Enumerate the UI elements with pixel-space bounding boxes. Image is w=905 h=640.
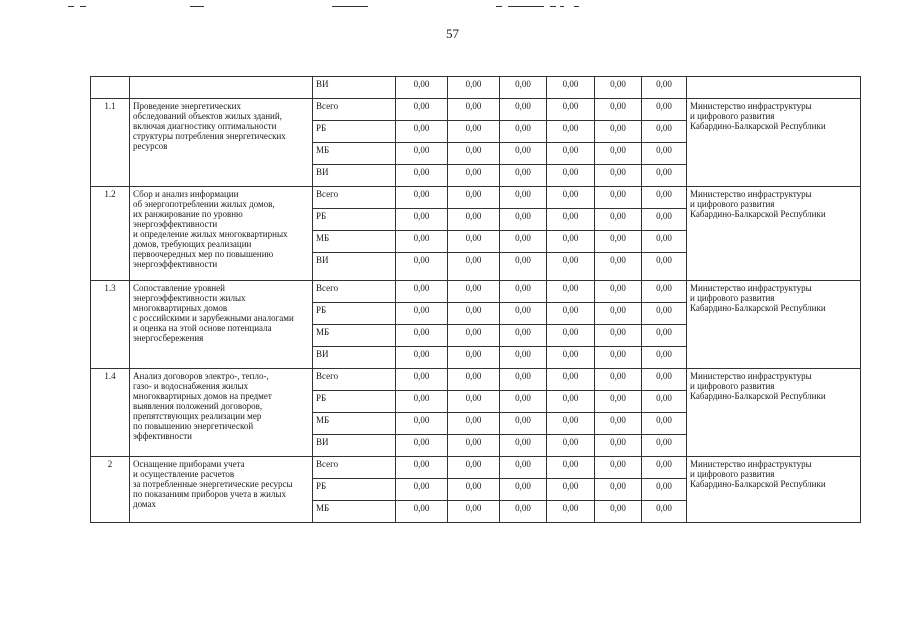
- measure-name: Сопоставление уровней энергоэффективности жилых многоквартирных домов с российскими и зарубежными аналогами и оценка на этой основе потенциала энергосбережения: [130, 281, 313, 369]
- amount-cell: 0,00: [642, 231, 687, 253]
- amount-cell: 0,00: [595, 369, 642, 391]
- amount-cell: 0,00: [396, 457, 448, 479]
- page-number: 57: [446, 26, 459, 41]
- amount-cell: 0,00: [595, 209, 642, 231]
- funding-source: Всего: [313, 457, 396, 479]
- amount-cell: 0,00: [595, 77, 642, 99]
- amount-cell: 0,00: [642, 209, 687, 231]
- amount-cell: 0,00: [500, 187, 547, 209]
- amount-cell: 0,00: [500, 413, 547, 435]
- amount-cell: 0,00: [595, 143, 642, 165]
- amount-cell: 0,00: [448, 77, 500, 99]
- amount-cell: 0,00: [500, 457, 547, 479]
- table-row: [91, 99, 861, 121]
- funding-source: МБ: [313, 501, 396, 523]
- table-row: [91, 369, 861, 391]
- table-row: [91, 77, 861, 99]
- amount-cell: 0,00: [500, 143, 547, 165]
- measure-name: [130, 77, 313, 99]
- amount-cell: 0,00: [448, 143, 500, 165]
- amount-cell: 0,00: [642, 187, 687, 209]
- amount-cell: 0,00: [448, 347, 500, 369]
- amount-cell: 0,00: [595, 253, 642, 281]
- amount-cell: 0,00: [595, 187, 642, 209]
- amount-cell: 0,00: [547, 281, 595, 303]
- amount-cell: 0,00: [547, 165, 595, 187]
- funding-source: РБ: [313, 479, 396, 501]
- amount-cell: 0,00: [448, 325, 500, 347]
- amount-cell: 0,00: [595, 501, 642, 523]
- amount-cell: 0,00: [595, 435, 642, 457]
- amount-cell: 0,00: [547, 253, 595, 281]
- scan-artifacts: [0, 0, 905, 12]
- amount-cell: 0,00: [500, 281, 547, 303]
- amount-cell: 0,00: [396, 325, 448, 347]
- item-number: [91, 77, 130, 99]
- amount-cell: 0,00: [500, 253, 547, 281]
- amount-cell: 0,00: [595, 303, 642, 325]
- responsible-executor: Министерство инфраструктуры и цифрового развития Кабардино-Балкарской Республики: [687, 457, 861, 523]
- amount-cell: 0,00: [642, 281, 687, 303]
- amount-cell: 0,00: [547, 457, 595, 479]
- amount-cell: 0,00: [396, 281, 448, 303]
- amount-cell: 0,00: [642, 413, 687, 435]
- amount-cell: 0,00: [547, 303, 595, 325]
- amount-cell: 0,00: [396, 77, 448, 99]
- amount-cell: 0,00: [396, 209, 448, 231]
- amount-cell: 0,00: [396, 143, 448, 165]
- amount-cell: 0,00: [448, 501, 500, 523]
- amount-cell: 0,00: [547, 369, 595, 391]
- amount-cell: 0,00: [642, 369, 687, 391]
- amount-cell: 0,00: [396, 435, 448, 457]
- amount-cell: 0,00: [642, 303, 687, 325]
- amount-cell: 0,00: [595, 391, 642, 413]
- amount-cell: 0,00: [396, 501, 448, 523]
- amount-cell: 0,00: [500, 347, 547, 369]
- amount-cell: 0,00: [547, 479, 595, 501]
- amount-cell: 0,00: [547, 209, 595, 231]
- funding-source: МБ: [313, 413, 396, 435]
- amount-cell: 0,00: [595, 231, 642, 253]
- amount-cell: 0,00: [448, 369, 500, 391]
- amount-cell: 0,00: [500, 77, 547, 99]
- amount-cell: 0,00: [642, 143, 687, 165]
- amount-cell: 0,00: [500, 391, 547, 413]
- amount-cell: 0,00: [448, 457, 500, 479]
- amount-cell: 0,00: [500, 325, 547, 347]
- funding-source: Всего: [313, 99, 396, 121]
- item-number: 1.3: [91, 281, 130, 369]
- amount-cell: 0,00: [547, 347, 595, 369]
- amount-cell: 0,00: [642, 457, 687, 479]
- amount-cell: 0,00: [448, 435, 500, 457]
- funding-source: ВИ: [313, 347, 396, 369]
- amount-cell: 0,00: [448, 187, 500, 209]
- responsible-executor: Министерство инфраструктуры и цифрового развития Кабардино-Балкарской Республики: [687, 369, 861, 457]
- amount-cell: 0,00: [595, 99, 642, 121]
- amount-cell: 0,00: [595, 457, 642, 479]
- amount-cell: 0,00: [547, 143, 595, 165]
- amount-cell: 0,00: [448, 413, 500, 435]
- table-row: [91, 187, 861, 209]
- measure-name: Оснащение приборами учета и осуществление расчетов за потребленные энергетические ресурсы по показаниям приборов учета в жилых домах: [130, 457, 313, 523]
- amount-cell: 0,00: [500, 479, 547, 501]
- amount-cell: 0,00: [396, 165, 448, 187]
- amount-cell: 0,00: [448, 303, 500, 325]
- amount-cell: 0,00: [642, 479, 687, 501]
- amount-cell: 0,00: [448, 479, 500, 501]
- funding-source: РБ: [313, 209, 396, 231]
- amount-cell: 0,00: [642, 165, 687, 187]
- amount-cell: 0,00: [547, 99, 595, 121]
- table-row: [91, 457, 861, 479]
- amount-cell: 0,00: [500, 303, 547, 325]
- funding-source: Всего: [313, 281, 396, 303]
- funding-table: [90, 76, 861, 523]
- funding-source: ВИ: [313, 77, 396, 99]
- amount-cell: 0,00: [396, 303, 448, 325]
- item-number: 1.2: [91, 187, 130, 281]
- amount-cell: 0,00: [547, 413, 595, 435]
- responsible-executor: Министерство инфраструктуры и цифрового развития Кабардино-Балкарской Республики: [687, 187, 861, 281]
- amount-cell: 0,00: [500, 369, 547, 391]
- amount-cell: 0,00: [547, 231, 595, 253]
- amount-cell: 0,00: [448, 281, 500, 303]
- funding-source: РБ: [313, 121, 396, 143]
- table-row: [91, 281, 861, 303]
- amount-cell: 0,00: [547, 325, 595, 347]
- funding-source: ВИ: [313, 435, 396, 457]
- amount-cell: 0,00: [448, 231, 500, 253]
- amount-cell: 0,00: [547, 391, 595, 413]
- amount-cell: 0,00: [595, 121, 642, 143]
- funding-source: РБ: [313, 391, 396, 413]
- amount-cell: 0,00: [396, 347, 448, 369]
- amount-cell: 0,00: [500, 231, 547, 253]
- measure-name: Анализ договоров электро-, тепло-, газо- и водоснабжения жилых многоквартирных домов на предмет выявления положений договоров, препятствующих реализации мер по повышению энергетической эффективности: [130, 369, 313, 457]
- amount-cell: 0,00: [595, 165, 642, 187]
- funding-source: МБ: [313, 143, 396, 165]
- amount-cell: 0,00: [547, 501, 595, 523]
- amount-cell: 0,00: [642, 253, 687, 281]
- amount-cell: 0,00: [500, 435, 547, 457]
- amount-cell: 0,00: [547, 77, 595, 99]
- amount-cell: 0,00: [642, 99, 687, 121]
- amount-cell: 0,00: [595, 347, 642, 369]
- funding-source: Всего: [313, 187, 396, 209]
- amount-cell: 0,00: [396, 479, 448, 501]
- amount-cell: 0,00: [396, 99, 448, 121]
- amount-cell: 0,00: [500, 99, 547, 121]
- amount-cell: 0,00: [642, 347, 687, 369]
- amount-cell: 0,00: [448, 209, 500, 231]
- amount-cell: 0,00: [448, 99, 500, 121]
- amount-cell: 0,00: [547, 435, 595, 457]
- funding-source: Всего: [313, 369, 396, 391]
- amount-cell: 0,00: [500, 121, 547, 143]
- amount-cell: 0,00: [595, 479, 642, 501]
- funding-source: МБ: [313, 231, 396, 253]
- amount-cell: 0,00: [642, 435, 687, 457]
- funding-source: ВИ: [313, 165, 396, 187]
- amount-cell: 0,00: [448, 253, 500, 281]
- amount-cell: 0,00: [396, 231, 448, 253]
- amount-cell: 0,00: [642, 77, 687, 99]
- item-number: 1.4: [91, 369, 130, 457]
- amount-cell: 0,00: [642, 501, 687, 523]
- amount-cell: 0,00: [396, 413, 448, 435]
- amount-cell: 0,00: [595, 413, 642, 435]
- amount-cell: 0,00: [448, 165, 500, 187]
- amount-cell: 0,00: [396, 253, 448, 281]
- amount-cell: 0,00: [396, 369, 448, 391]
- amount-cell: 0,00: [642, 391, 687, 413]
- responsible-executor: Министерство инфраструктуры и цифрового развития Кабардино-Балкарской Республики: [687, 281, 861, 369]
- amount-cell: 0,00: [396, 187, 448, 209]
- amount-cell: 0,00: [595, 281, 642, 303]
- item-number: 2: [91, 457, 130, 523]
- amount-cell: 0,00: [500, 209, 547, 231]
- funding-source: ВИ: [313, 253, 396, 281]
- amount-cell: 0,00: [500, 501, 547, 523]
- measure-name: Сбор и анализ информации об энергопотреблении жилых домов, их ранжирование по уровню энергоэффективности и определение жилых многоквартирных домов, требующих реализации первоочередных мер по повышению энергоэффективности: [130, 187, 313, 281]
- amount-cell: 0,00: [642, 121, 687, 143]
- amount-cell: 0,00: [500, 165, 547, 187]
- amount-cell: 0,00: [595, 325, 642, 347]
- amount-cell: 0,00: [396, 121, 448, 143]
- funding-source: РБ: [313, 303, 396, 325]
- item-number: 1.1: [91, 99, 130, 187]
- responsible-executor: Министерство инфраструктуры и цифрового развития Кабардино-Балкарской Республики: [687, 99, 861, 187]
- responsible-executor: [687, 77, 861, 99]
- amount-cell: 0,00: [448, 121, 500, 143]
- amount-cell: 0,00: [448, 391, 500, 413]
- amount-cell: 0,00: [396, 391, 448, 413]
- amount-cell: 0,00: [642, 325, 687, 347]
- amount-cell: 0,00: [547, 187, 595, 209]
- amount-cell: 0,00: [547, 121, 595, 143]
- measure-name: Проведение энергетических обследований объектов жилых зданий, включая диагностику оптимальности структуры потребления энергетических ресурсов: [130, 99, 313, 187]
- funding-source: МБ: [313, 325, 396, 347]
